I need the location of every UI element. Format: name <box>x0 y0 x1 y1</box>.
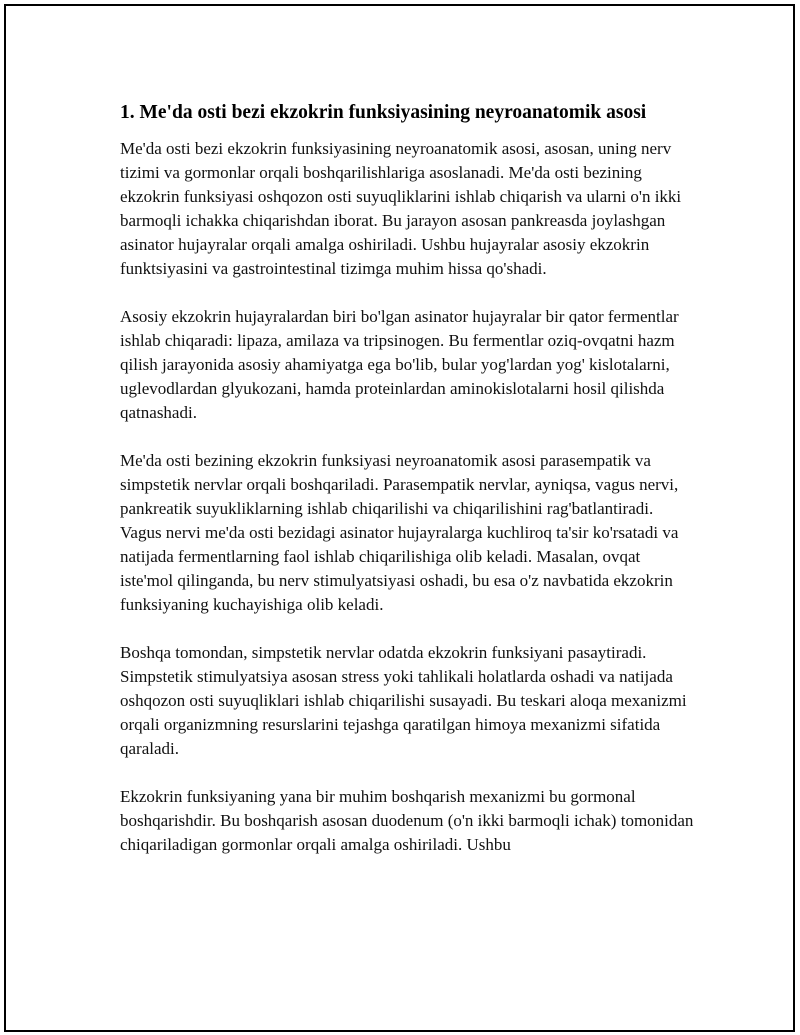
paragraph-2: Asosiy ekzokrin hujayralardan biri bo'lgan asinator hujayralar bir qator fermentlar ishlab chiqaradi: lipaza, amilaza va tripsinogen. Bu fermentlar oziq-ovqatni hazm qilish jarayonida asosiy ahamiyatga ega bo'lib, bular yog'lardan yog' kislotalarni, uglevodlardan glyukozani, hamda proteinlardan aminokislotalarni hosil qilishda qatnashadi. <box>120 307 679 422</box>
paragraph-5: Ekzokrin funksiyaning yana bir muhim boshqarish mexanizmi bu gormonal boshqarishdir. Bu boshqarish asosan duodenum (o'n ikki barmoqli ichak) tomonidan chiqariladigan gormonlar orqali amalga oshiriladi. Ushbu <box>120 787 694 854</box>
paragraph-1: Me'da osti bezi ekzokrin funksiyasining neyroanatomik asosi, asosan, uning nerv tizimi va gormonlar orqali boshqarilishlariga asoslanadi. Me'da osti bezining ekzokrin funksiyasi oshqozon osti suyuqliklarini ishlab chiqarish va ularni o'n ikki barmoqli ichakka chiqarishdan iborat. Bu jarayon asosan pankreasda joylashgan asinator hujayralar orqali amalga oshiriladi. Ushbu hujayralar asosiy ekzokrin funktsiyasini va gastrointestinal tizimga muhim hissa qo'shadi. <box>120 139 682 278</box>
paragraph-3: Me'da osti bezining ekzokrin funksiyasi neyroanatomik asosi parasempatik va simpstetik nervlar orqali boshqariladi. Parasempatik nervlar, ayniqsa, vagus nervi, pankreatik suyukliklarning ishlab chiqarilishi va chiqarilishini rag'batlantiradi. Vagus nervi me'da osti bezidagi asinator hujayralarga kuchliroq ta'sir ko'rsatadi va natijada fermentlarning faol ishlab chiqarilishiga olib keladi. Masalan, ovqat iste'mol qilinganda, bu nerv stimulyatsiyasi oshadi, bu esa o'z navbatida ekzokrin funksiyaning kuchayishiga olib keladi. <box>120 451 679 614</box>
document-body <box>120 100 695 881</box>
section-heading: 1. Me'da osti bezi ekzokrin funksiyasining neyroanatomik asosi <box>120 102 647 123</box>
paragraph-4: Boshqa tomondan, simpstetik nervlar odatda ekzokrin funksiyani pasaytiradi. Simpstetik stimulyatsiya asosan stress yoki tahlikali holatlarda oshadi va natijada oshqozon osti suyuqliklari ishlab chiqarilishi susayadi. Bu teskari aloqa mexanizmi orqali organizmning resurslarini tejashga qaratilgan himoya mexanizmi sifatida qaraladi. <box>120 643 687 758</box>
page-frame <box>4 4 795 1032</box>
